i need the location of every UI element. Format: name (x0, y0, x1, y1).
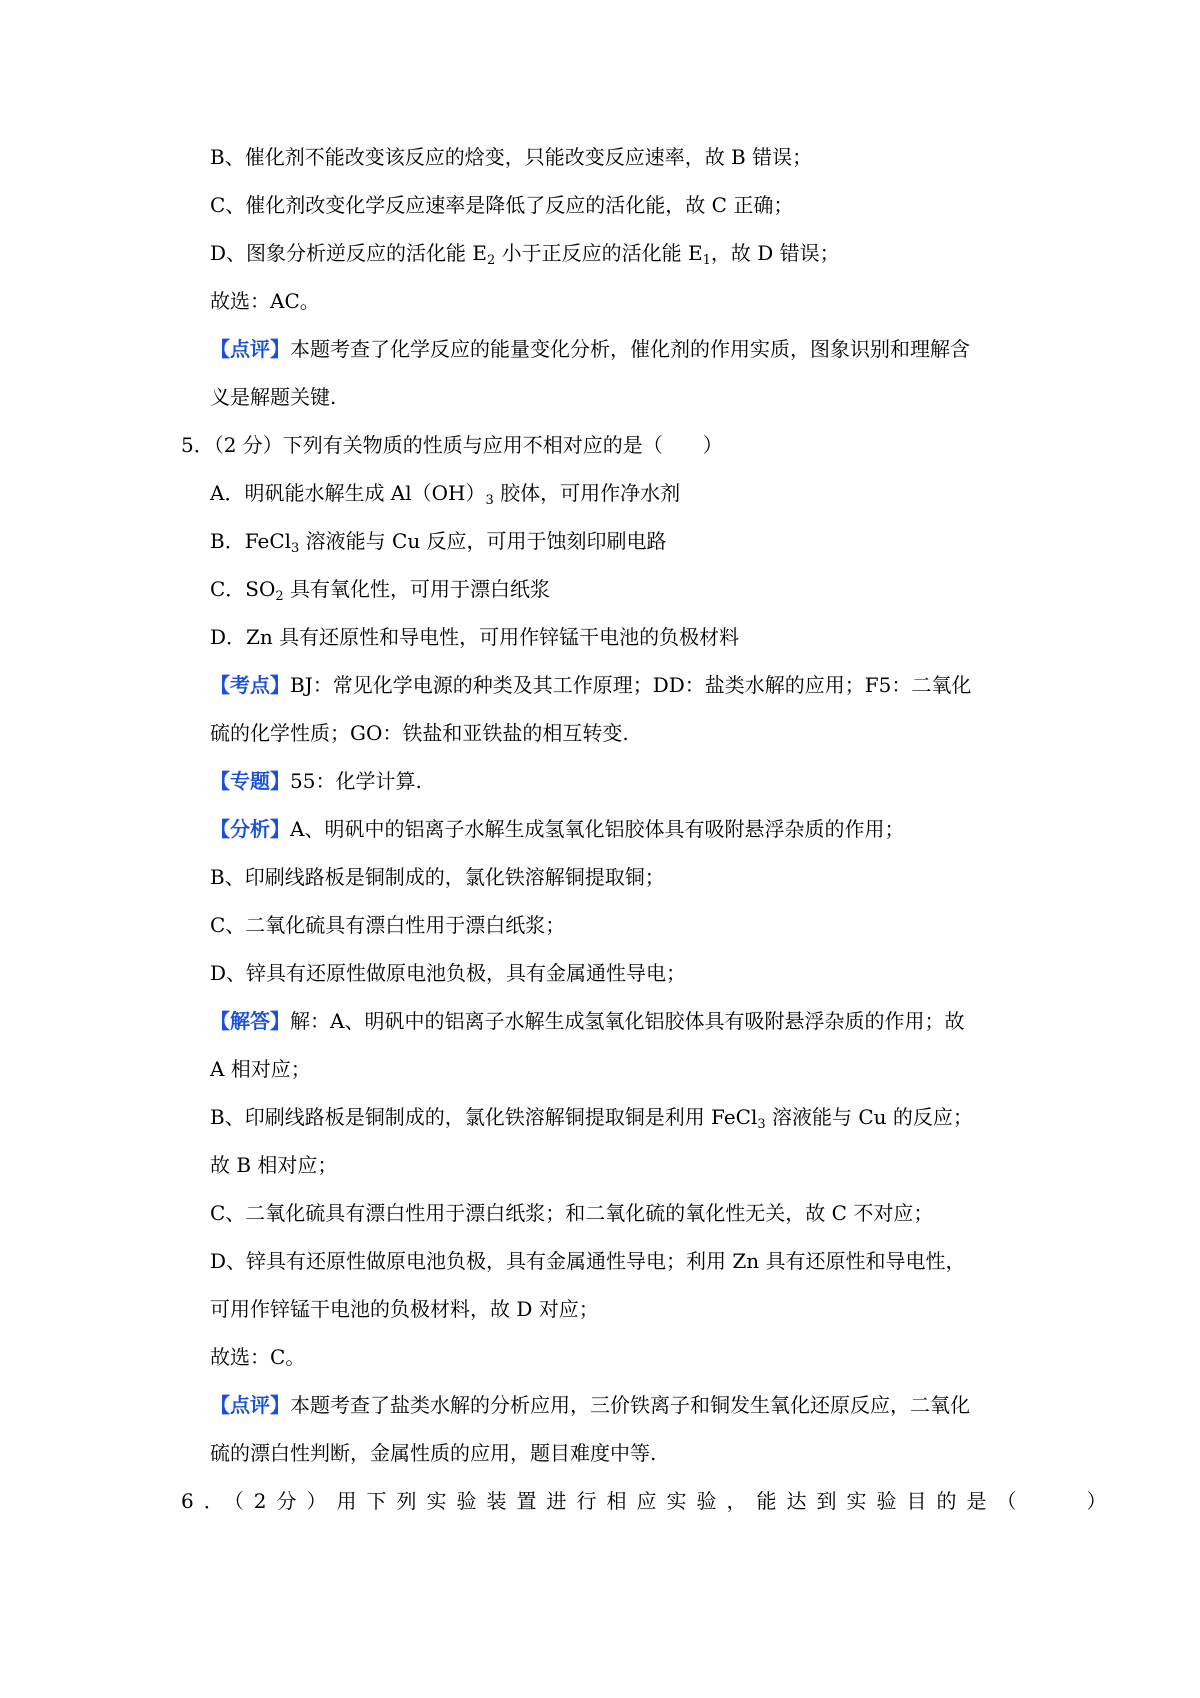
q5-kaodian-line-2: 硫的化学性质；GO：铁盐和亚铁盐的相互转变. (210, 721, 629, 745)
q5-option-b: B．FeCl$_3$ 溶液能与 Cu 反应，可用于蚀刻印刷电路 (210, 529, 667, 556)
q5-option-c: C．$SO_2$ 具有氧化性，可用于漂白纸浆 (210, 577, 551, 604)
q5-dianping-line-1: 【点评】本题考查了盐类水解的分析应用，三价铁离子和铜发生氧化还原反应，二氧化 (210, 1393, 970, 1417)
q5-jieda-b-line-1: B、印刷线路板是铜制成的，氯化铁溶解铜提取铜是利用 FeCl$_3$ 溶液能与 Cu 的反应； (210, 1105, 973, 1132)
q5-jieda-b-line-2: 故 B 相对应； (210, 1153, 338, 1177)
comment-tag: 【点评】 (210, 337, 290, 361)
q5-jieda-a-line-2: A 相对应； (210, 1057, 311, 1081)
q6-stem: 6．（2分）用下列实验装置进行相应实验，能达到实验目的是（ ） (181, 1489, 1117, 1513)
jieda-tag: 【解答】 (210, 1009, 290, 1033)
q5-fenxi-d: D、锌具有还原性做原电池负极，具有金属通性导电； (210, 961, 687, 985)
q5-kaodian-line-1: 【考点】BJ：常见化学电源的种类及其工作原理；DD：盐类水解的应用；F5：二氧化 (210, 673, 972, 697)
q5-dianping-line-2: 硫的漂白性判断，金属性质的应用，题目难度中等. (210, 1441, 657, 1465)
q5-jieda-c: C、二氧化硫具有漂白性用于漂白纸浆；和二氧化硫的氧化性无关，故 C 不对应； (210, 1201, 934, 1225)
prev-answer-d: D、图象分析逆反应的活化能 $E_2$ 小于正反应的活化能 $E_1$，故 D 错误； (210, 241, 840, 268)
prev-answer-choice: 故选：AC。 (210, 289, 320, 313)
prev-comment-line-2: 义是解题关键. (210, 385, 337, 409)
q5-jieda-a-line-1: 【解答】解：A、明矾中的铝离子水解生成氢氧化铝胶体具有吸附悬浮杂质的作用；故 (210, 1009, 965, 1033)
dianping-tag: 【点评】 (210, 1393, 290, 1417)
kaodian-tag: 【考点】 (210, 673, 290, 697)
prev-comment-line-1: 【点评】本题考查了化学反应的能量变化分析，催化剂的作用实质，图象识别和理解含 (210, 337, 970, 361)
q5-jieda-d-line-1: D、锌具有还原性做原电池负极，具有金属通性导电；利用 Zn 具有还原性和导电性， (210, 1249, 966, 1273)
q5-fenxi-b: B、印刷线路板是铜制成的，氯化铁溶解铜提取铜； (210, 865, 665, 889)
q5-stem: 5．（2 分）下列有关物质的性质与应用不相对应的是（ ） (181, 433, 723, 457)
q5-fenxi-a: 【分析】A、明矾中的铝离子水解生成氢氧化铝胶体具有吸附悬浮杂质的作用； (210, 817, 905, 841)
q5-choice: 故选：C。 (210, 1345, 306, 1369)
q5-option-d: D．Zn 具有还原性和导电性，可用作锌锰干电池的负极材料 (210, 625, 740, 649)
q5-zhuanti: 【专题】55：化学计算. (210, 769, 422, 793)
q5-option-a: A．明矾能水解生成 $Al(OH)_3$ 胶体，可用作净水剂 (210, 481, 681, 508)
q5-fenxi-c: C、二氧化硫具有漂白性用于漂白纸浆； (210, 913, 566, 937)
prev-answer-b: B、催化剂不能改变该反应的焓变，只能改变反应速率，故 B 错误； (210, 145, 813, 169)
zhuanti-tag: 【专题】 (210, 769, 290, 793)
fenxi-tag: 【分析】 (210, 817, 290, 841)
prev-answer-c: C、催化剂改变化学反应速率是降低了反应的活化能，故 C 正确； (210, 193, 794, 217)
q5-jieda-d-line-2: 可用作锌锰干电池的负极材料，故 D 对应； (210, 1297, 599, 1321)
